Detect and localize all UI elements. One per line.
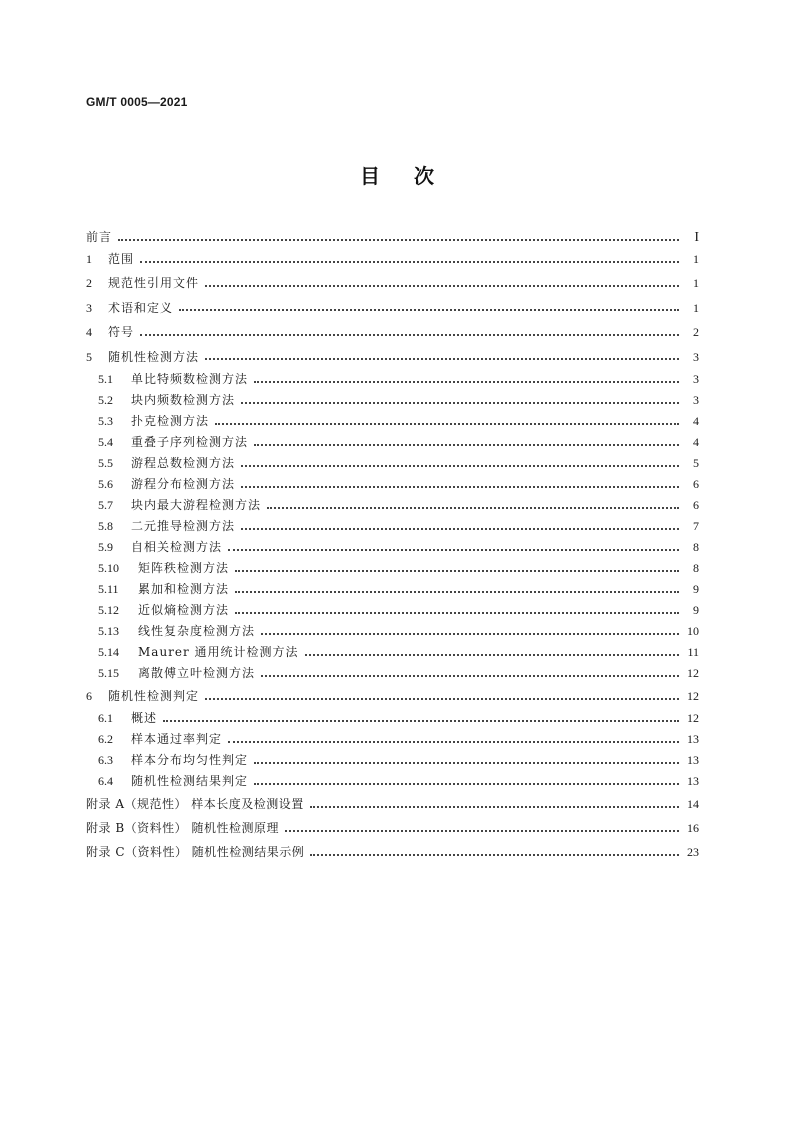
page-title: 目次	[360, 164, 468, 188]
dot-leader	[241, 486, 679, 488]
toc-subentry[interactable]	[86, 621, 699, 642]
toc-entry-number: 5.10	[98, 560, 119, 575]
toc-page-number: 16	[687, 821, 699, 836]
toc-entry-title: 范围	[108, 252, 135, 266]
toc-subentry[interactable]	[86, 663, 699, 684]
dot-leader	[235, 612, 679, 614]
toc-entry-number: 5.3	[98, 413, 113, 428]
toc-entry-title: 术语和定义	[108, 300, 174, 315]
toc-entry-number: 1	[86, 252, 92, 266]
toc-entry-title: 近似熵检测方法	[138, 602, 230, 617]
toc-entry-title: 线性复杂度检测方法	[138, 623, 256, 638]
toc-page-number: 12	[687, 711, 699, 726]
toc-entry-title: 样本分布均匀性判定	[131, 753, 249, 768]
toc-page-number: 23	[687, 845, 699, 860]
toc-page-number: 8	[693, 539, 699, 554]
dot-leader	[254, 783, 679, 785]
dot-leader	[261, 633, 679, 635]
toc-subentry[interactable]	[86, 537, 699, 558]
toc-page-number: 1	[693, 252, 699, 266]
toc-page-number: 13	[687, 732, 699, 747]
toc-entry-number: 5.1	[98, 371, 113, 386]
toc-entry-number: 5.4	[98, 434, 113, 449]
toc-entry-title: 扑克检测方法	[131, 413, 210, 428]
dot-leader	[205, 285, 679, 287]
toc-subentry[interactable]	[86, 432, 699, 453]
toc-entry-number: 6.3	[98, 753, 113, 768]
dot-leader	[285, 830, 679, 832]
toc-entry-number: 6	[86, 688, 92, 703]
toc-entry-title: 样本通过率判定	[131, 732, 223, 747]
dot-leader	[241, 528, 679, 530]
dot-leader	[235, 570, 679, 572]
toc-entry-number: 5.9	[98, 539, 113, 554]
toc-page-number: 6	[693, 476, 699, 491]
toc-subentry[interactable]	[86, 411, 699, 432]
dot-leader	[205, 698, 679, 700]
document-code: GM/T 0005—2021	[86, 95, 188, 109]
toc-page-number: 12	[687, 688, 699, 703]
toc-entry[interactable]	[86, 320, 699, 344]
dot-leader	[215, 423, 679, 425]
toc-entry-preface[interactable]	[86, 227, 699, 247]
dot-leader	[140, 334, 679, 336]
toc-entry-title: 累加和检测方法	[138, 581, 230, 596]
toc-entry-number: 5.11	[98, 581, 119, 596]
toc-subentry[interactable]	[86, 516, 699, 537]
toc-page-number: 14	[687, 797, 699, 812]
toc-page-number: 5	[693, 455, 699, 470]
toc-entry-title: 附录 A（规范性） 样本长度及检测设置	[86, 797, 304, 812]
dot-leader	[254, 444, 679, 446]
toc-entry-title: 附录 C（资料性） 随机性检测结果示例	[86, 845, 305, 860]
toc-entry-number: 4	[86, 325, 92, 340]
dot-leader	[140, 261, 679, 263]
toc-page-number: 10	[687, 623, 699, 638]
toc-page-number: 2	[693, 325, 699, 340]
toc-page-number: 4	[693, 434, 699, 449]
toc-entry-title: 随机性检测方法	[108, 349, 200, 364]
toc-subentry[interactable]	[86, 600, 699, 621]
toc-entry-number: 6.4	[98, 774, 113, 789]
toc-page-number: 11	[687, 644, 699, 659]
toc-entry-title: 离散傅立叶检测方法	[138, 665, 256, 680]
toc-page-number: 1	[693, 300, 699, 315]
toc-page-number: 3	[693, 371, 699, 386]
toc-entry-number: 5.6	[98, 476, 113, 491]
dot-leader	[305, 654, 679, 656]
toc-entry-number: 5.15	[98, 665, 119, 680]
toc-entry-title: 块内最大游程检测方法	[131, 497, 262, 512]
toc-appendix-c[interactable]	[86, 840, 699, 864]
toc-subentry[interactable]	[86, 495, 699, 516]
dot-leader	[205, 358, 679, 360]
toc-subentry[interactable]	[86, 579, 699, 600]
toc-entry-title: 二元推导检测方法	[131, 518, 236, 533]
dot-leader	[310, 854, 679, 856]
toc-entry-number: 5	[86, 349, 92, 364]
toc-page-number: 9	[693, 602, 699, 617]
dot-leader	[261, 675, 679, 677]
toc-entry[interactable]	[86, 345, 699, 369]
toc-entry-number: 5.5	[98, 455, 113, 470]
toc-entry-number: 5.8	[98, 518, 113, 533]
toc-entry[interactable]	[86, 271, 699, 295]
toc-entry[interactable]	[86, 247, 699, 271]
toc-page-number: 9	[693, 581, 699, 596]
dot-leader	[179, 309, 679, 311]
toc-page-number: 13	[687, 774, 699, 789]
toc-entry-number: 3	[86, 300, 92, 315]
toc-entry[interactable]	[86, 296, 699, 320]
toc-subentry[interactable]	[86, 369, 699, 390]
toc-subentry[interactable]	[86, 750, 699, 771]
toc-subentry[interactable]	[86, 453, 699, 474]
dot-leader	[235, 591, 679, 593]
toc-entry-number: 5.7	[98, 497, 113, 512]
toc-entry-title: 自相关检测方法	[131, 539, 223, 554]
toc-entry-number: 5.13	[98, 623, 119, 638]
toc-entry-title: 附录 B（资料性） 随机性检测原理	[86, 821, 279, 836]
dot-leader	[267, 507, 679, 509]
toc-entry-title: 重叠子序列检测方法	[131, 434, 249, 449]
dot-leader	[228, 741, 679, 743]
dot-leader	[310, 806, 679, 808]
toc-page-number: 4	[693, 413, 699, 428]
toc-entry-title: 随机性检测判定	[108, 688, 200, 703]
dot-leader	[254, 381, 679, 383]
toc-entry-title: 前言	[86, 230, 113, 244]
toc-entry-title: 随机性检测结果判定	[131, 774, 249, 789]
toc-entry-title: 概述	[131, 711, 158, 726]
toc-entry-title: 单比特频数检测方法	[131, 371, 249, 386]
toc-entry-number: 2	[86, 276, 92, 291]
dot-leader	[163, 720, 679, 722]
toc-subentry[interactable]	[86, 771, 699, 792]
dot-leader	[118, 239, 679, 241]
toc-entry-title: 块内频数检测方法	[131, 392, 236, 407]
toc-entry-title: 游程分布检测方法	[131, 476, 236, 491]
dot-leader	[228, 549, 679, 551]
toc-entry-title: 符号	[108, 325, 135, 340]
toc-page-number: 7	[693, 518, 699, 533]
toc-entry-title: Maurer 通用统计检测方法	[138, 644, 299, 659]
toc-subentry[interactable]	[86, 729, 699, 750]
toc-subentry[interactable]	[86, 558, 699, 579]
dot-leader	[254, 762, 679, 764]
toc-subentry[interactable]	[86, 474, 699, 495]
toc-page-number: 13	[687, 753, 699, 768]
toc-entry-number: 5.12	[98, 602, 119, 617]
toc-subentry[interactable]	[86, 642, 699, 663]
toc-entry-title: 矩阵秩检测方法	[138, 560, 230, 575]
toc-subentry[interactable]	[86, 708, 699, 729]
toc-page-number: 1	[693, 276, 699, 291]
toc-page-number: 3	[693, 392, 699, 407]
toc-entry-number: 5.14	[98, 644, 119, 659]
toc-page-number: 12	[687, 665, 699, 680]
toc-appendix-a[interactable]	[86, 792, 699, 816]
toc-entry-title: 规范性引用文件	[108, 276, 200, 291]
toc-page-number: 3	[693, 349, 699, 364]
toc-appendix-b[interactable]	[86, 816, 699, 840]
toc-entry[interactable]	[86, 684, 699, 708]
dot-leader	[241, 465, 679, 467]
toc-page-number: I	[694, 230, 699, 245]
toc-page-number: 6	[693, 497, 699, 512]
toc-entry-number: 6.1	[98, 711, 113, 726]
table-of-contents	[86, 227, 699, 864]
dot-leader	[241, 402, 679, 404]
toc-page-number: 8	[693, 560, 699, 575]
toc-entry-number: 6.2	[98, 732, 113, 747]
toc-subentry[interactable]	[86, 390, 699, 411]
toc-entry-title: 游程总数检测方法	[131, 455, 236, 470]
toc-entry-number: 5.2	[98, 392, 113, 407]
